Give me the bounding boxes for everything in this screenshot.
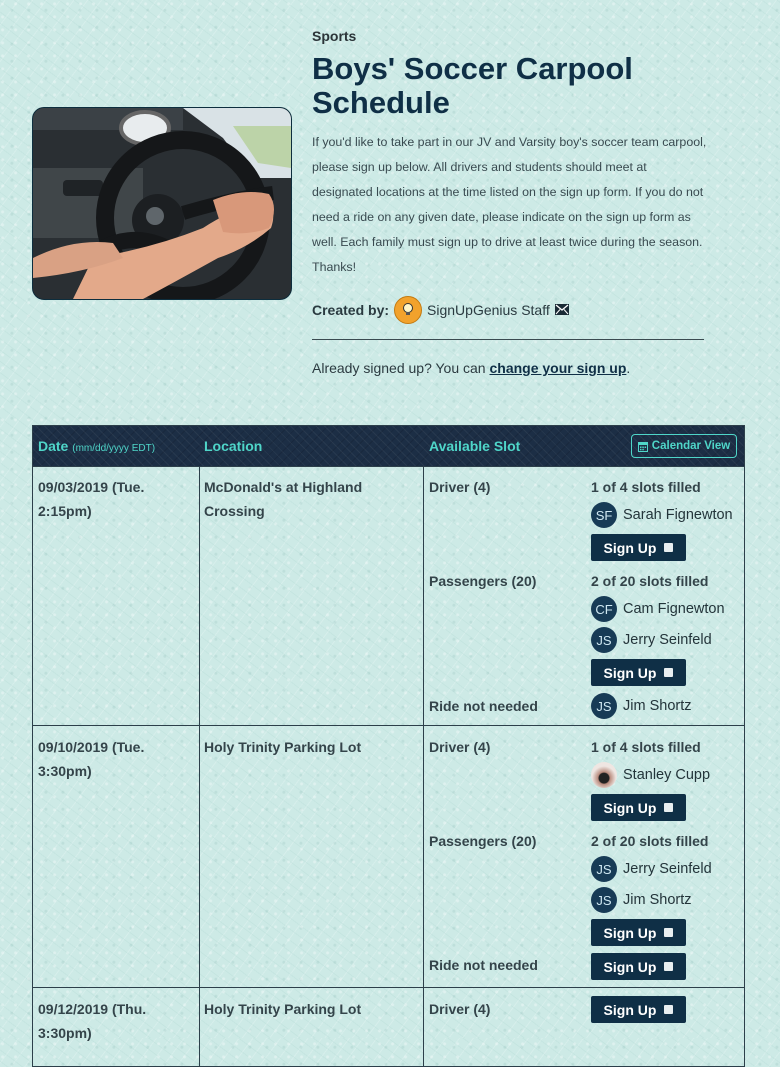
row-date: 09/10/2019 (Tue. 3:30pm) — [38, 739, 145, 779]
slot-filled-count: 1 of 4 slots filled — [591, 739, 701, 755]
avatar: CF — [591, 596, 617, 622]
signed-up-person: CF Cam Fignewton — [591, 595, 725, 623]
row-date: 09/03/2019 (Tue. 2:15pm) — [38, 479, 145, 519]
calendar-view-button[interactable]: Calendar View — [631, 434, 737, 458]
avatar: JS — [591, 627, 617, 653]
row-location: Holy Trinity Parking Lot — [204, 1001, 362, 1017]
signed-up-person: JS Jerry Seinfeld — [591, 855, 712, 883]
slot-name: Passengers (20) — [429, 833, 537, 849]
row-divider — [33, 466, 744, 467]
date-format-hint: (mm/dd/yyyy EDT) — [72, 443, 156, 454]
checkbox-icon — [664, 928, 673, 937]
checkbox-icon — [664, 803, 673, 812]
signed-up-person: SF Sarah Fignewton — [591, 501, 733, 529]
slot-name: Driver (4) — [429, 739, 491, 755]
created-by — [312, 296, 569, 324]
event-photo — [32, 107, 292, 300]
avatar: JS — [591, 693, 617, 719]
checkbox-icon — [664, 668, 673, 677]
slot-name: Ride not needed — [429, 957, 538, 973]
steering-wheel-image — [33, 108, 291, 299]
lightbulb-icon — [394, 296, 422, 324]
col-location-header: Location — [204, 438, 263, 454]
row-date: 09/12/2019 (Thu. 3:30pm) — [38, 1001, 147, 1041]
row-divider — [33, 987, 744, 988]
already-signed-up: Already signed up? You can change your sign up. — [312, 360, 631, 376]
checkbox-icon — [664, 543, 673, 552]
row-divider — [33, 725, 744, 726]
slot-name: Driver (4) — [429, 1001, 491, 1017]
sign-up-button[interactable]: Sign Up — [591, 919, 686, 946]
slot-filled-count: 1 of 4 slots filled — [591, 479, 701, 495]
slot-name: Passengers (20) — [429, 573, 537, 589]
slot-filled-count: 2 of 20 slots filled — [591, 833, 709, 849]
event-description: If you'd like to take part in our JV and Varsity boy's soccer team carpool, please sign up below. All drivers and students should meet at designated locations at the time listed on the sign up form. If you do not need a ride on any given date, please indicate on the sign up form as well. Each family must sign up to drive at least twice during the season. Thanks! — [312, 135, 707, 274]
avatar: JS — [591, 887, 617, 913]
signed-up-person: Stanley Cupp — [591, 761, 710, 789]
sign-up-button[interactable]: Sign Up — [591, 996, 686, 1023]
slot-name: Driver (4) — [429, 479, 491, 495]
category-label: Sports — [312, 28, 357, 44]
avatar: SF — [591, 502, 617, 528]
col-date-header: Date (mm/dd/yyyy EDT) — [38, 438, 156, 454]
checkbox-icon — [664, 962, 673, 971]
calendar-icon — [638, 441, 648, 452]
creator-name[interactable]: SignUpGenius Staff — [427, 302, 550, 318]
row-location: Holy Trinity Parking Lot — [204, 739, 362, 755]
signup-table — [32, 425, 745, 1067]
slot-name: Ride not needed — [429, 698, 538, 714]
row-location: McDonald's at Highland Crossing — [204, 479, 363, 519]
slot-filled-count: 2 of 20 slots filled — [591, 573, 709, 589]
col-slot-header: Available Slot — [429, 438, 521, 454]
column-divider — [423, 466, 424, 1066]
signed-up-person: JS Jim Shortz — [591, 886, 692, 914]
change-sign-up-link[interactable]: change your sign up — [489, 360, 627, 376]
checkbox-icon — [664, 1005, 673, 1014]
page-title: Boys' Soccer Carpool Schedule — [312, 51, 633, 120]
column-divider — [199, 466, 200, 1066]
avatar — [591, 762, 617, 788]
envelope-icon[interactable] — [555, 302, 569, 318]
sign-up-button[interactable]: Sign Up — [591, 534, 686, 561]
table-header — [33, 426, 744, 466]
sign-up-button[interactable]: Sign Up — [591, 794, 686, 821]
divider — [312, 339, 704, 340]
created-by-label: Created by: — [312, 302, 390, 318]
signed-up-person: JS Jerry Seinfeld — [591, 626, 712, 654]
avatar: JS — [591, 856, 617, 882]
sign-up-button[interactable]: Sign Up — [591, 659, 686, 686]
sign-up-button[interactable]: Sign Up — [591, 953, 686, 980]
signed-up-person: JS Jim Shortz — [591, 692, 692, 720]
